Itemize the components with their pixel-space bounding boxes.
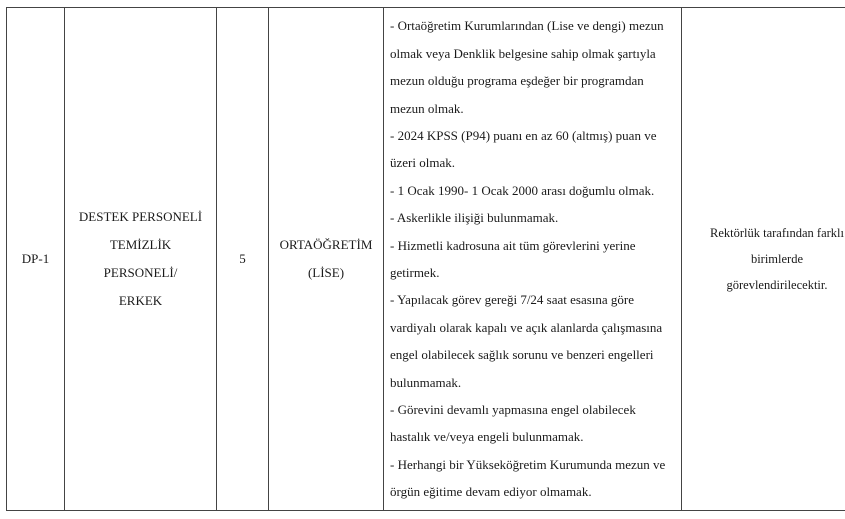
notes-line: Rektörlük tarafından farklı [710,226,844,240]
notes-line: birimlerde [750,252,804,266]
requirement-item: - Askerlikle ilişiği bulunmamak. [390,210,559,226]
education-level-cell [269,8,384,511]
requirement-item: - 1 Ocak 1990- 1 Ocak 2000 arası doğumlu olmak. [390,182,655,198]
requirements-cell [384,8,682,511]
position-count: 5 [239,251,246,266]
requirement-item: - Ortaöğretim Kurumlarından (Lise ve dengi) mezun olmak veya Denklik belgesine sahip olmak şartıyla mezun olduğu programa eşdeğer bir programdan mezun olmak. [390,18,664,116]
education-level-line: (LİSE) [307,265,345,280]
position-table [6,7,845,511]
table-row [7,8,845,511]
position-title-line: ERKEK [118,293,163,308]
position-count-cell [217,8,269,511]
requirement-item: - Görevini devamlı yapmasına engel olabilecek hastalık ve/veya engeli bulunmamak. [390,402,636,445]
position-code: DP-1 [21,251,50,266]
position-title-cell [65,8,217,511]
notes-line: görevlendirilecektir. [726,278,828,292]
education-level-line: ORTAÖĞRETİM [279,237,373,252]
requirement-item: - Herhangi bir Yükseköğretim Kurumunda mezun ve örgün eğitime devam ediyor olmamak. [390,456,666,500]
notes-cell [682,8,845,511]
position-title-line: PERSONELİ/ [103,265,178,280]
position-code-cell [7,8,65,511]
requirement-item: - 2024 KPSS (P94) puanı en az 60 (altmış) puan ve üzeri olmak. [390,127,657,171]
requirement-item: - Hizmetli kadrosuna ait tüm görevlerini yerine getirmek. [390,237,636,280]
position-title-line: DESTEK PERSONELİ [78,209,203,224]
position-title-line: TEMİZLİK [109,237,172,252]
requirement-item: - Yapılacak görev gereği 7/24 saat esasına göre vardiyalı olarak kapalı ve açık alanlarda çalışmasına engel olabilecek sağlık sorunu ve benzeri engelleri bulunmamak. [390,292,663,390]
